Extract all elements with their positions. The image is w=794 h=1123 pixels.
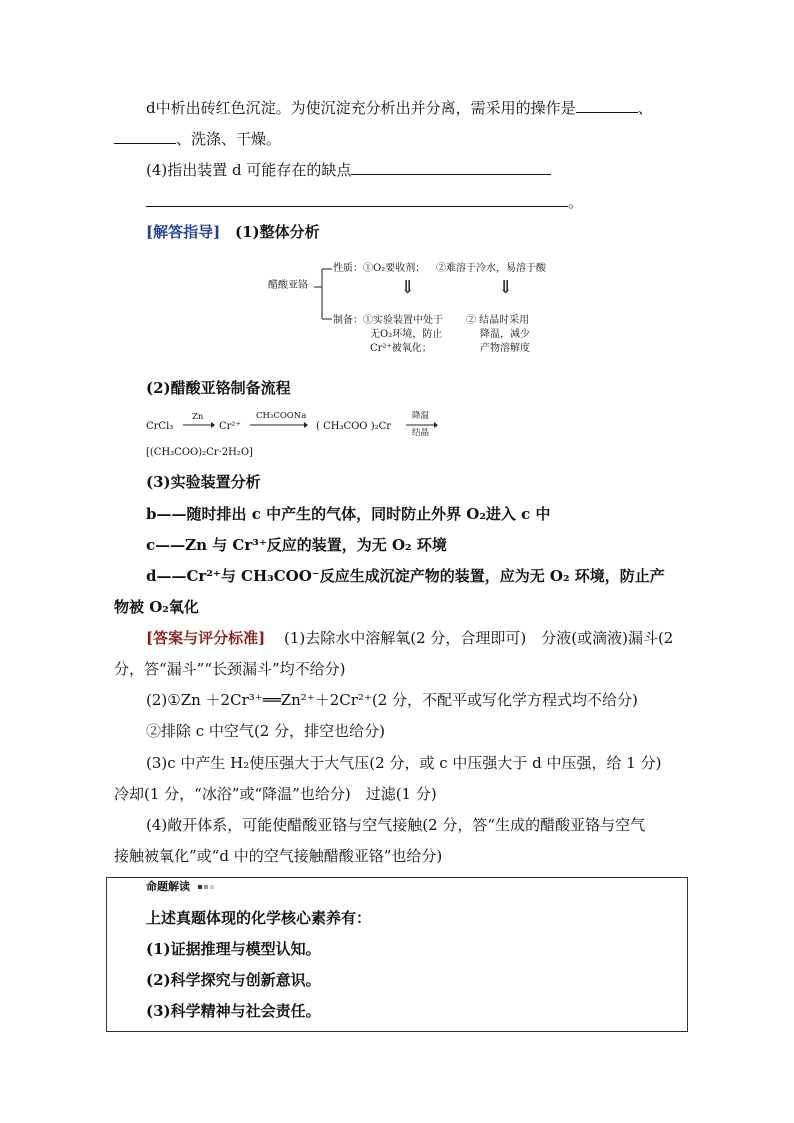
answer-1-line1: (1)去除水中溶解氧(2 分，合理即可) 分液(或滴液)漏斗(2 bbox=[283, 629, 674, 647]
question-3-line2 bbox=[114, 129, 281, 149]
box-header bbox=[146, 880, 214, 894]
answer-2-2: ②排除 c 中空气(2 分，排空也给分) bbox=[146, 722, 385, 740]
analysis-d-line2: 物被 O₂氧化 bbox=[114, 598, 199, 616]
analysis-title: (3)实验装置分析 bbox=[146, 473, 261, 491]
answer-3-line2: 冷却(1 分，“冰浴”或“降温”也给分) 过滤(1 分) bbox=[114, 785, 437, 803]
question-4-line2 bbox=[146, 192, 583, 212]
box-header-label: 命题解读 bbox=[146, 880, 190, 893]
dot-icon bbox=[210, 885, 214, 889]
q4-end: 。 bbox=[568, 193, 584, 211]
diagram-root: 醋酸亚铬 bbox=[268, 280, 308, 291]
answer-4-line1: (4)敞开体系，可能使醋酸亚铬与空气接触(2 分，答“生成的醋酸亚铬与空气 bbox=[146, 816, 646, 834]
property-1: ①O₂要收剂； bbox=[363, 263, 426, 274]
answer-tag: [答案与评分标准] bbox=[146, 629, 266, 647]
flow-step-4: [(CH₃COO)₂Cr·2H₂O] bbox=[146, 447, 253, 458]
property-label: 性质： bbox=[333, 263, 363, 274]
answer-blank bbox=[114, 129, 176, 144]
property-2: ②难溶于冷水，易溶于酸 bbox=[436, 263, 546, 274]
flow-arrow-3-top: 降温 bbox=[412, 411, 430, 421]
flow-arrow-2-label: CH₃COONa bbox=[256, 411, 307, 421]
answer-3-line1: (3)c 中产生 H₂使压强大于大气压(2 分，或 c 中压强大于 d 中压强，给 1 分) bbox=[146, 754, 662, 772]
answer-blank bbox=[351, 160, 551, 175]
prep-row bbox=[333, 314, 443, 327]
prep-1-line3: Cr²⁺被氧化； bbox=[370, 343, 432, 354]
flow-arrow-1-icon bbox=[183, 421, 215, 429]
prep-2-line1: ② 结晶时采用 bbox=[466, 315, 530, 326]
analysis-b: b——随时排出 c 中产生的气体，同时防止外界 O₂进入 c 中 bbox=[146, 505, 551, 523]
analysis-d-line1: d——Cr²⁺与 CH₃COO⁻反应生成沉淀产物的装置，应为无 O₂ 环境，防止产 bbox=[146, 567, 665, 585]
down-arrow-icon: ⇓ bbox=[400, 277, 416, 298]
prep-label: 制备： bbox=[333, 315, 363, 326]
flow-step-1: CrCl₃ bbox=[146, 421, 174, 432]
q3-text: d中析出砖红色沉淀。为使沉淀充分析出并分离，需采用的操作是 bbox=[146, 99, 576, 117]
answer-1 bbox=[146, 628, 673, 648]
q4-text: (4)指出装置 d 可能存在的缺点 bbox=[146, 161, 352, 179]
guide-title: (1)整体分析 bbox=[234, 223, 320, 241]
answer-2-1: (2)①Zn ＋2Cr³⁺══Zn²⁺＋2Cr²⁺(2 分，不配平或写化学方程式均不给分) bbox=[146, 691, 638, 709]
flow-step-2: Cr²⁺ bbox=[219, 421, 241, 432]
q3-tail: 、洗涤、干燥。 bbox=[176, 130, 282, 148]
guide-tag: [解答指导] bbox=[146, 223, 221, 241]
prep-2-line3: 产物溶解度 bbox=[480, 343, 530, 354]
down-arrow-icon: ⇓ bbox=[498, 277, 514, 298]
analysis-c: c——Zn 与 Cr³⁺反应的装置，为无 O₂ 环境 bbox=[146, 536, 447, 554]
question-3-continuation bbox=[146, 98, 653, 118]
dot-icon bbox=[204, 885, 208, 889]
answer-blank bbox=[576, 98, 638, 113]
box-item: (2)科学探究与创新意识。 bbox=[146, 971, 321, 989]
separator: 、 bbox=[637, 99, 653, 117]
box-intro: 上述真题体现的化学核心素养有： bbox=[146, 909, 372, 927]
answer-blank bbox=[146, 192, 568, 207]
flow-arrow-3-bottom: 结晶 bbox=[412, 428, 430, 438]
guide-heading bbox=[146, 222, 320, 242]
prep-2-line2: 降温，减少 bbox=[480, 329, 530, 340]
prep-1-line2: 无O₂环境，防止 bbox=[370, 329, 443, 340]
question-4 bbox=[146, 160, 551, 180]
flow-title: (2)醋酸亚铬制备流程 bbox=[146, 379, 291, 397]
flow-step-3: ( CH₃COO )₂Cr bbox=[316, 421, 392, 432]
flow-arrow-2-icon bbox=[250, 421, 308, 429]
box-item: (1)证据推理与模型认知。 bbox=[146, 940, 321, 958]
flow-arrow-1-label: Zn bbox=[192, 412, 204, 422]
box-item: (3)科学精神与社会责任。 bbox=[146, 1002, 321, 1020]
answer-1-line2: 分，答“漏斗”“长颈漏斗”均不给分) bbox=[114, 660, 346, 678]
dot-icon bbox=[198, 885, 202, 889]
property-row bbox=[333, 262, 425, 275]
prep-1-line1: ①实验装置中处于 bbox=[363, 315, 443, 326]
answer-4-line2: 接触被氧化”或“d 中的空气接触醋酸亚铬”也给分) bbox=[114, 847, 443, 865]
